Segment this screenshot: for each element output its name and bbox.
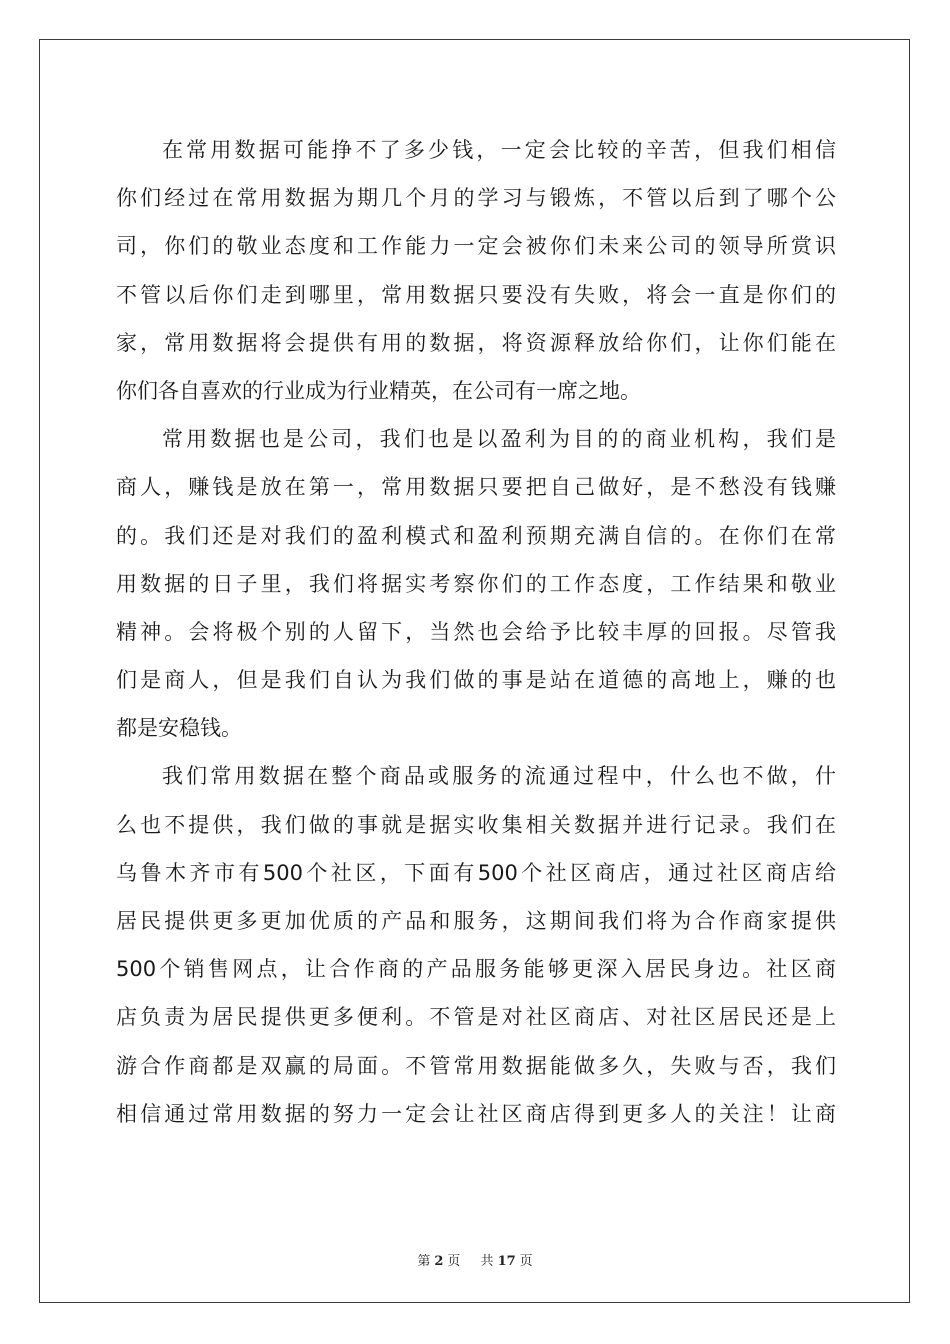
paragraph-1-line-1: 在常用数据可能挣不了多少钱，一定会比较的辛苦，但我们相信	[162, 138, 836, 162]
paragraph-3-line-5: 500个销售网点，让合作商的产品服务能够更深入居民身边。社区商	[116, 957, 836, 982]
page-prefix: 第	[417, 1254, 431, 1269]
paragraph-3-line-2: 么也不提供，我们做的事就是据实收集相关数据并进行记录。我们在	[116, 812, 836, 837]
total-indicator	[477, 1254, 537, 1269]
paragraph-2-line-2: 商人，赚钱是放在第一，常用数据只要把自己做好，是不愁没有钱赚	[116, 475, 836, 500]
paragraph-2-line-6: 们是商人，但是我们自认为我们做的事是站在道德的高地上，赚的也	[116, 668, 836, 693]
document-body	[116, 126, 836, 1138]
paragraph-1-line-2: 你们经过在常用数据为期几个月的学习与锻炼，不管以后到了哪个公	[116, 186, 836, 211]
paragraph-3-line-6: 店负责为居民提供更多便利。不管是对社区商店、对社区居民还是上	[116, 1005, 836, 1030]
paragraph-2-line-4: 用数据的日子里，我们将据实考察你们的工作态度，工作结果和敬业	[116, 571, 836, 596]
paragraph-3-line-7: 游合作商都是双赢的局面。不管常用数据能做多久，失败与否，我们	[116, 1053, 836, 1078]
paragraph-3-line-8: 相信通过常用数据的努力一定会让社区商店得到更多人的关注！让商	[116, 1101, 836, 1126]
paragraph-3-line-1: 我们常用数据在整个商品或服务的流通过程中，什么也不做，什	[162, 764, 836, 789]
paragraph-3-line-3: 乌鲁木齐市有500个社区，下面有500个社区商店，通过社区商店给	[116, 860, 836, 885]
total-prefix: 共	[480, 1254, 494, 1269]
page-footer	[0, 1250, 950, 1269]
paragraph-3-line-4: 居民提供更多更加优质的产品和服务，这期间我们将为合作商家提供	[116, 909, 836, 933]
paragraph-1-line-5: 家，常用数据将会提供有用的数据，将资源释放给你们，让你们能在	[116, 330, 836, 355]
paragraph-1-line-6: 你们各自喜欢的行业成为行业精英，在公司有一席之地。	[116, 378, 641, 403]
page-number: 2	[434, 1254, 444, 1269]
paragraph-2-line-5: 精神。会将极个别的人留下，当然也会给予比较丰厚的回报。尽管我	[116, 619, 836, 644]
total-pages: 17	[497, 1254, 516, 1269]
paragraph-2-line-3: 的。我们还是对我们的盈利模式和盈利预期充满自信的。在你们在常	[116, 523, 836, 548]
paragraph-2-line-1: 常用数据也是公司，我们也是以盈利为目的的商业机构，我们是	[162, 427, 836, 452]
total-suffix: 页	[519, 1254, 533, 1269]
paragraph-2-line-7: 都是安稳钱。	[116, 716, 242, 741]
paragraph-1-line-3: 司，你们的敬业态度和工作能力一定会被你们未来公司的领导所赏识	[116, 234, 836, 259]
paragraph-1-line-4: 不管以后你们走到哪里，常用数据只要没有失败，将会一直是你们的	[116, 282, 836, 307]
page-suffix: 页	[447, 1254, 461, 1269]
page-indicator	[413, 1254, 464, 1269]
